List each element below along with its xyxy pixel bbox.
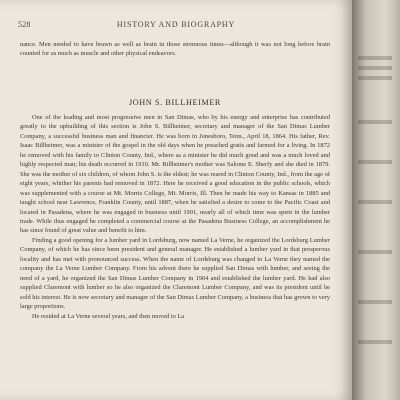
- facing-text-line: [358, 250, 392, 254]
- section-heading: JOHN S. BILLHEIMER: [129, 98, 221, 107]
- intro-paragraph-block: [20, 40, 330, 59]
- facing-page-edge: [352, 0, 400, 400]
- facing-text-line: [358, 120, 392, 124]
- facing-text-line: [358, 76, 392, 80]
- intro-paragraph: nance. Men needed to have brawn as well as brain in those strenuous times—although it was not long before brain counted for as much as muscle and other physical endeavors.: [20, 41, 330, 58]
- body-paragraph: One of the leading and most progressive men in San Dimas, who by his energy and enterprise has contributed greatly to the upbuilding of this section is John S. Billheimer, secretary and manager of the San Dimas Lumber Company, a successful business man and financier. He was born in Jonesboro, Tenn., April 18, 1864. His father, Rev. Isaac Billheimer, was a minister of the gospel in the old days when he preached gratis and farmed for a living. In 1872 he removed with his family to Clinton County, Ind., where as a minister he did much good and was a much loved and highly respected man; his death occurred in 1910. Mr. Billheimer's mother was Salome E. Sherfy and she died in 1879. She was the mother of six children, of whom John S. is the eldest; he was reared in Clinton County, Ind., from the age of eight years, whither his parents had removed in 1872. Here he received a good education in the public schools, which was supplemented with a course at Mt. Morris College, Mt. Morris, Ill. Then he made his way to Kansas in 1885 and taught school near Lawrence, Franklin County, until 1887, when he satisfied a desire to come to the Pacific Coast and located in Pasadena, where he was engaged in business until 1901, nearly all of which time was spent in the lumber trade. While thus engaged he completed a commercial course at the Pasadena Business College, an accomplishment he has since found of great value and benefit to him.: [20, 114, 330, 235]
- biography-body: [20, 113, 330, 321]
- running-header: [18, 20, 334, 32]
- running-title: HISTORY AND BIOGRAPHY: [116, 20, 236, 29]
- facing-text-line: [358, 340, 392, 344]
- body-paragraph: Finding a good opening for a lumber yard in Lordsburg, now named La Verne, he organized the Lordsburg Lumber Company, of which he has since been president and general manager. He established a lumber yard in that prosperous locality and has met with pronounced success. When the name of Lordsburg was changed to La Verne they named the company the La Verne Lumber Company. From his advent there he supplied San Dimas with lumber, and seeing the need of a yard, he organized the San Dimas Lumber Company in 1904 and established the lumber yard. He had also supplied Claremont with lumber so he also organized the Claremont Lumber Company, and was its president until he sold his interest. He is now secretary and manager of the San Dimas Lumber Company, a business that has grown to very large proportions.: [20, 236, 330, 311]
- body-paragraph: He resided at La Verne several years, and then moved to La: [32, 312, 185, 320]
- facing-text-line: [358, 56, 392, 60]
- facing-text-line: [358, 160, 392, 164]
- facing-text-line: [358, 300, 392, 304]
- facing-text-line: [358, 66, 392, 70]
- page-number: 528: [18, 20, 31, 29]
- facing-text-line: [358, 200, 392, 204]
